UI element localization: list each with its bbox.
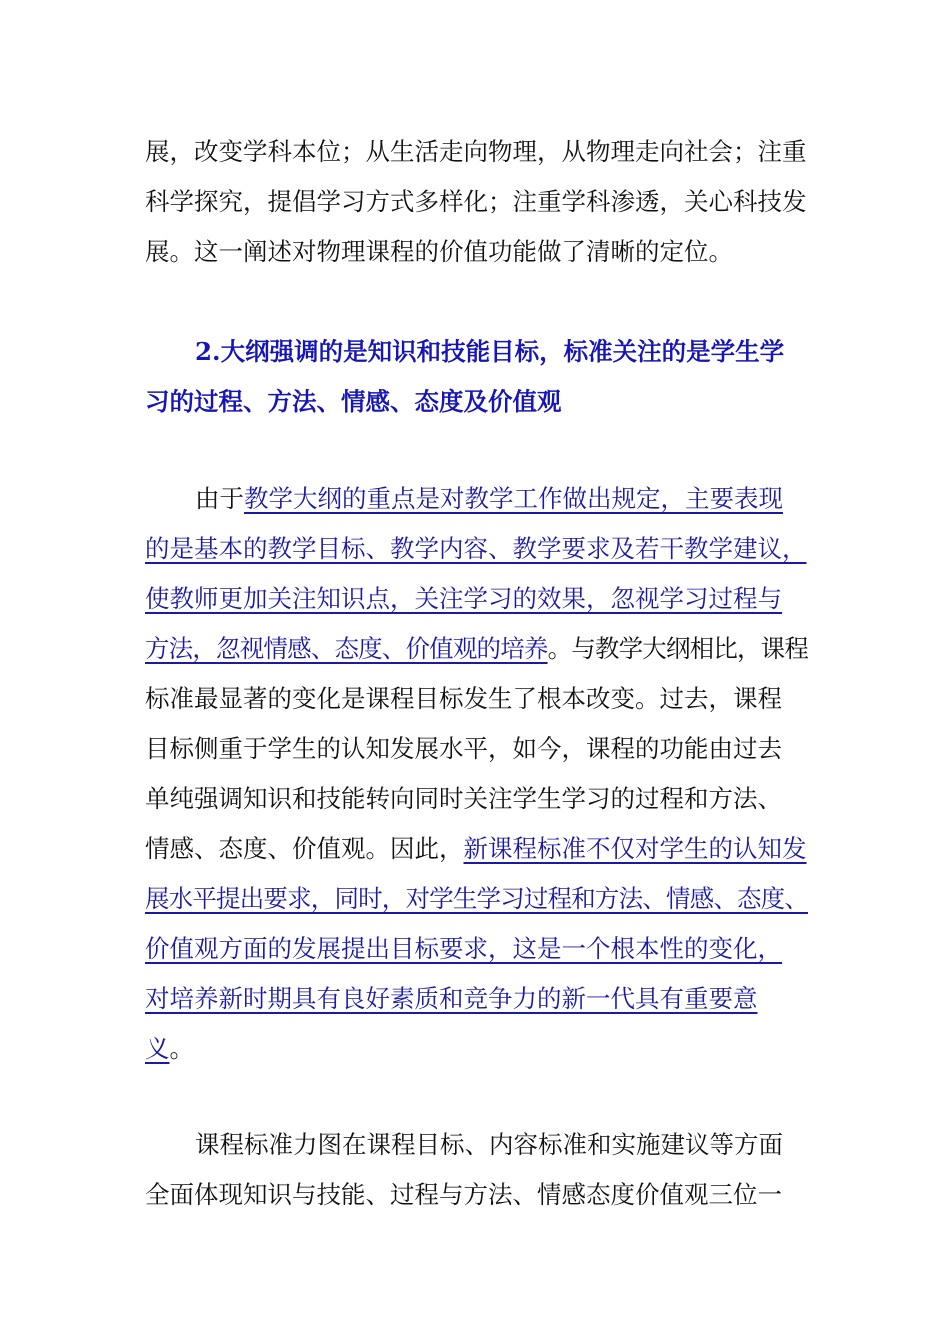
section-heading bbox=[145, 327, 808, 427]
annotated-link-text[interactable]: 教学大纲的重点是对教学工作做出规定，主要表现 bbox=[244, 484, 783, 513]
annotated-link-text[interactable]: 使教师更加关注知识点，关注学习的效果，忽视学习过程与 bbox=[145, 584, 782, 613]
paragraph-line: 科学探究，提倡学习方式多样化；注重学科渗透，关心科技发 bbox=[145, 187, 807, 216]
paragraph-line: 目标侧重于学生的认知发展水平，如今，课程的功能由过去 bbox=[145, 734, 782, 763]
paragraph-text: 情感、态度、价值观。因此， bbox=[145, 834, 464, 863]
paragraph-line: 课程标准力图在课程目标、内容标准和实施建议等方面 bbox=[195, 1130, 783, 1159]
paragraph-top bbox=[145, 127, 808, 277]
paragraph-line: 展，改变学科本位；从生活走向物理，从物理走向社会；注重 bbox=[145, 137, 807, 166]
paragraph-text: 。与教学大纲相比，课程 bbox=[547, 634, 808, 663]
annotated-link-text[interactable]: 方法，忽视情感、态度、价值观的培养 bbox=[145, 634, 548, 663]
paragraph-line: 全面体现知识与技能、过程与方法、情感态度价值观三位一 bbox=[145, 1180, 782, 1209]
paragraph-main bbox=[145, 474, 808, 1074]
annotated-link-text[interactable]: 义 bbox=[145, 1034, 170, 1063]
annotated-link-text[interactable]: 的是基本的教学目标、教学内容、教学要求及若干教学建议， bbox=[145, 534, 807, 563]
paragraph-line bbox=[145, 1024, 808, 1074]
paragraph-line bbox=[145, 574, 808, 624]
paragraph-line: 单纯强调知识和技能转向同时关注学生学习的过程和方法、 bbox=[145, 784, 782, 813]
paragraph-line bbox=[145, 524, 808, 574]
paragraph-line bbox=[145, 974, 808, 1024]
annotated-link-text[interactable]: 价值观方面的发展提出目标要求，这是一个根本性的变化， bbox=[145, 934, 782, 963]
paragraph-line bbox=[145, 874, 808, 924]
annotated-link-text[interactable]: 展水平提出要求，同时，对学生学习过程和方法、情感、态度、 bbox=[145, 884, 808, 913]
paragraph-line: 展。这一阐述对物理课程的价值功能做了清晰的定位。 bbox=[145, 237, 733, 266]
paragraph-bottom bbox=[145, 1120, 808, 1220]
paragraph-line: 标准最显著的变化是课程目标发生了根本改变。过去，课程 bbox=[145, 684, 782, 713]
heading-line-2: 习的过程、方法、情感、态度及价值观 bbox=[145, 387, 562, 416]
annotated-link-text[interactable]: 对培养新时期具有良好素质和竞争力的新一代具有重要意 bbox=[145, 984, 758, 1013]
paragraph-text: 。 bbox=[169, 1034, 194, 1063]
paragraph-line bbox=[145, 624, 808, 674]
paragraph-line bbox=[145, 474, 808, 524]
paragraph-text: 由于 bbox=[195, 484, 244, 513]
heading-line-1: 2.大纲强调的是知识和技能目标，标准关注的是学生学 bbox=[195, 337, 785, 366]
paragraph-line bbox=[145, 924, 808, 974]
annotated-link-text[interactable]: 新课程标准不仅对学生的认知发 bbox=[463, 834, 807, 863]
paragraph-line bbox=[145, 824, 808, 874]
